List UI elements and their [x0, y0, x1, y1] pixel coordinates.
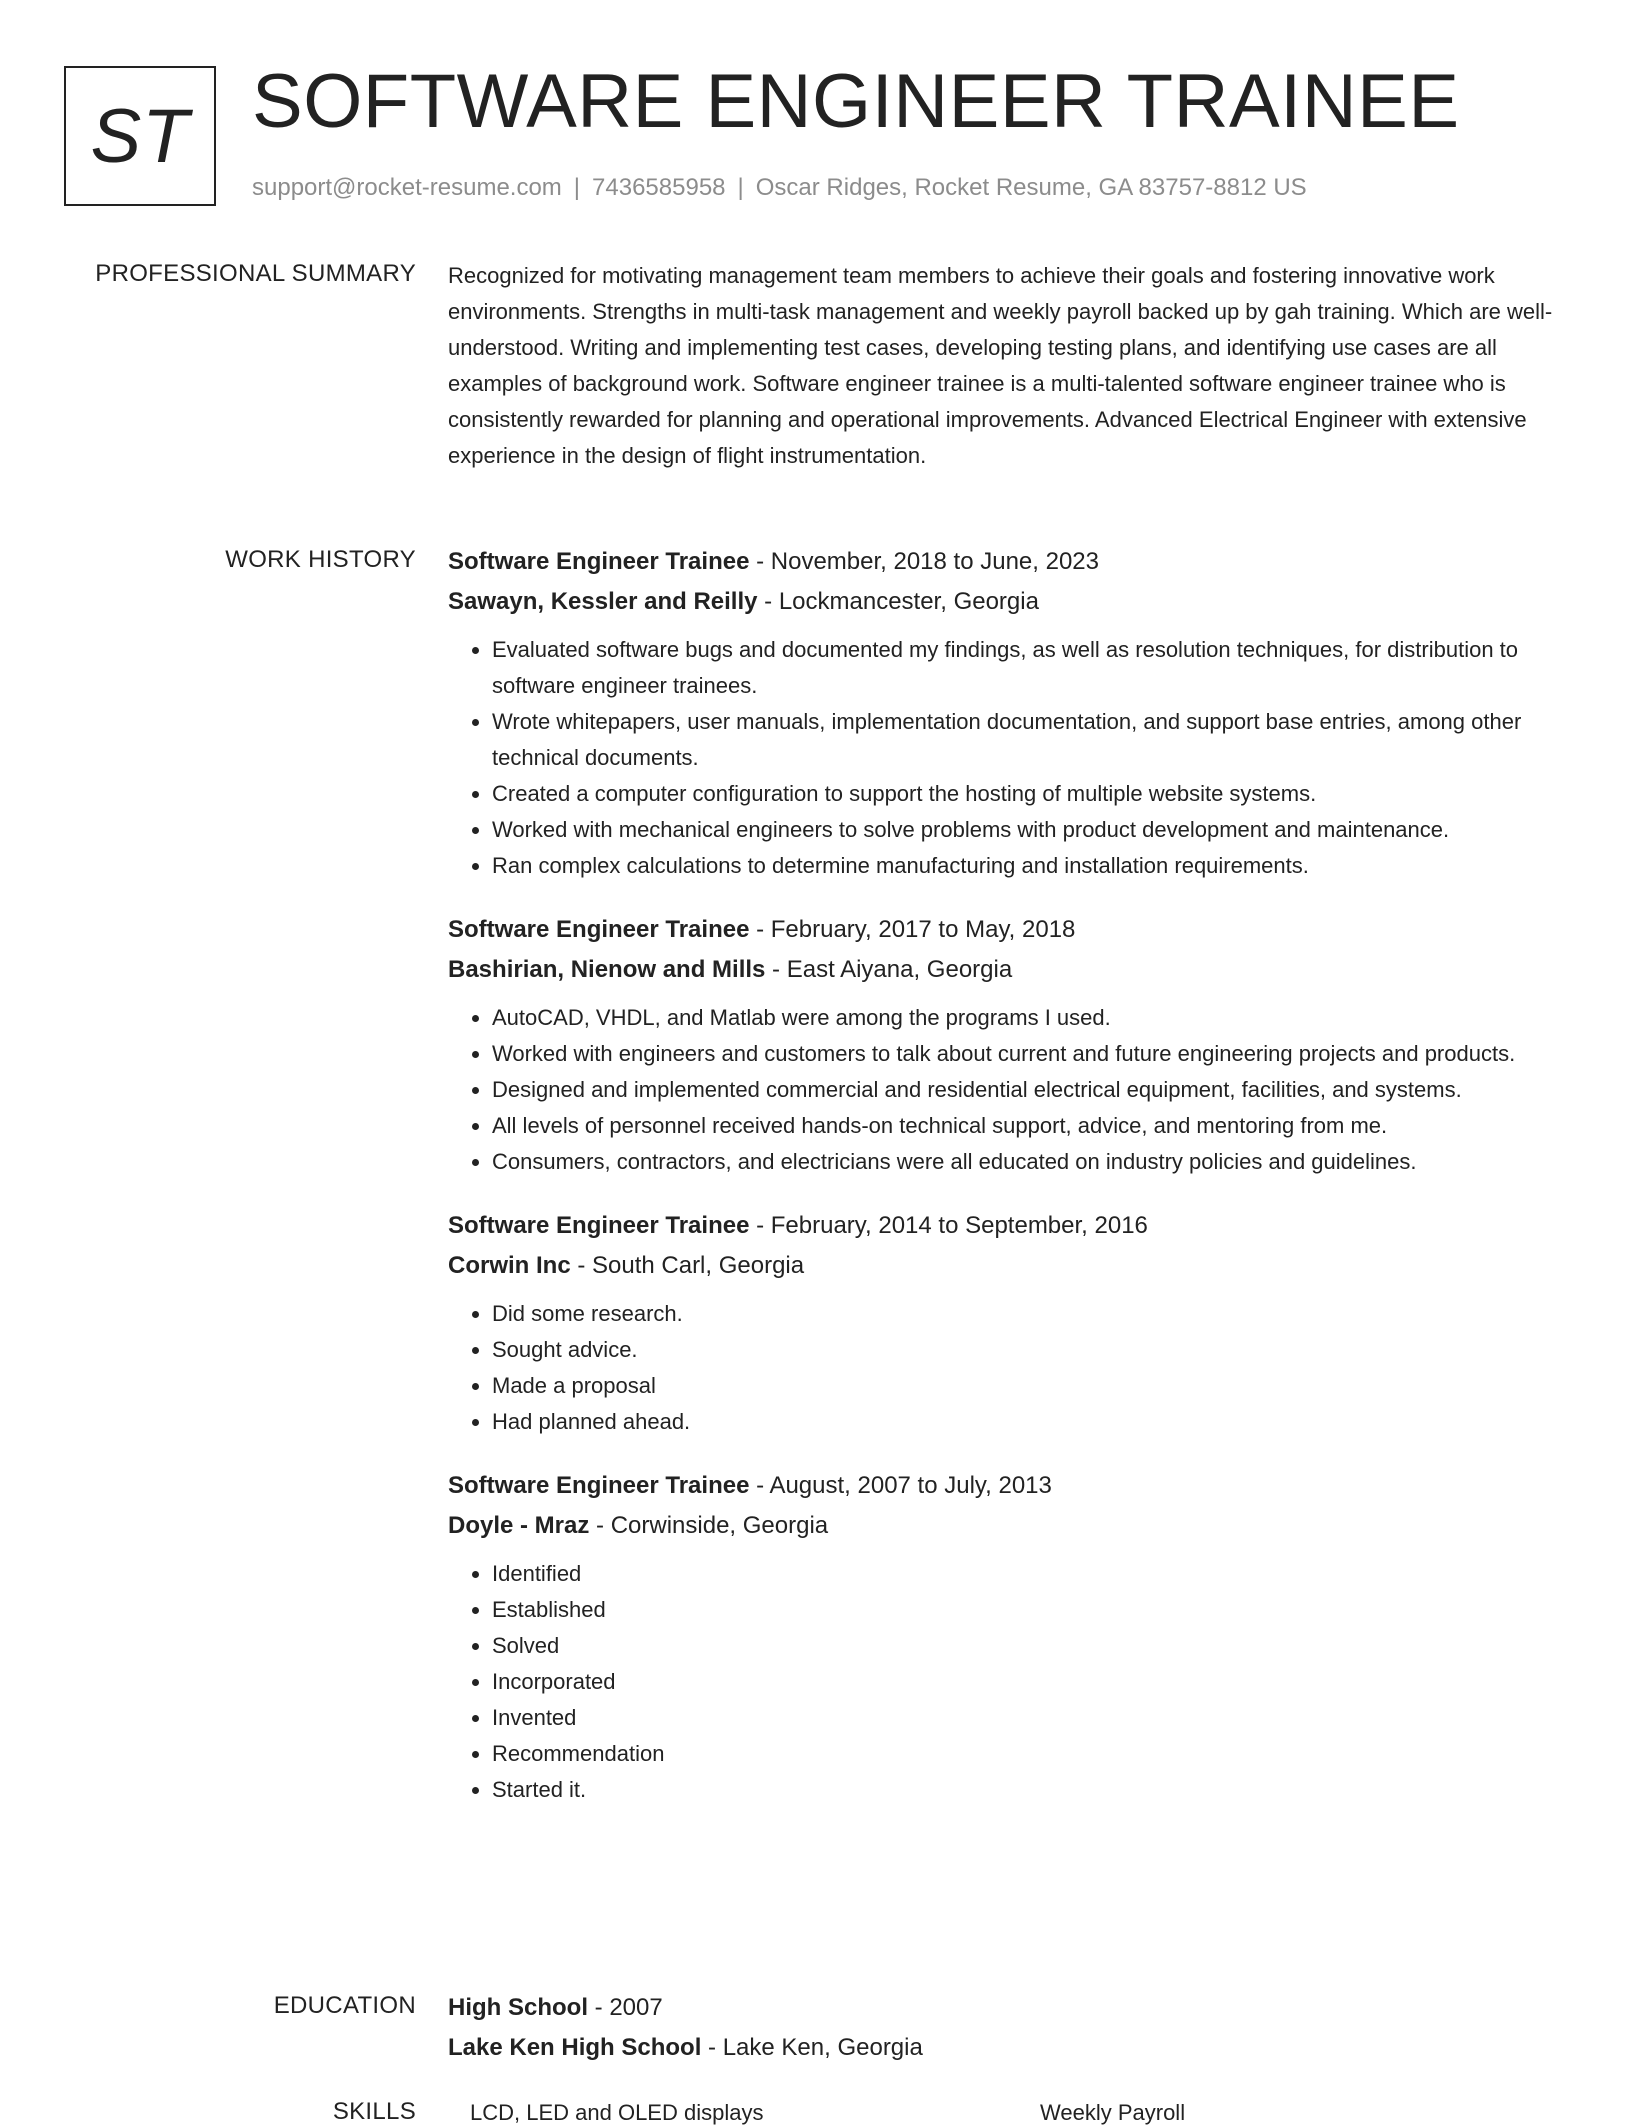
skill-item: LCD, LED and OLED displays [470, 2100, 764, 2125]
job-company: Sawayn, Kessler and Reilly [448, 588, 758, 615]
job-location: - Corwinside, Georgia [589, 1512, 829, 1539]
work-history-body [448, 542, 1558, 1834]
education-school-line [448, 2028, 1558, 2068]
job-entry [448, 1466, 1558, 1808]
job-bullet: • Established [492, 1592, 1558, 1628]
job-entry [448, 542, 1558, 884]
job-title: Software Engineer Trainee [448, 1212, 750, 1239]
job-bullet: • Did some research. [492, 1296, 1558, 1332]
job-bullet: • Had planned ahead. [492, 1404, 1558, 1440]
job-company-line [448, 950, 1558, 990]
job-entry [448, 910, 1558, 1180]
job-bullets [448, 1296, 1558, 1440]
job-company: Bashirian, Nienow and Mills [448, 956, 766, 983]
job-bullet: • Designed and implemented commercial and residential electrical equipment, facilities, and systems. [492, 1072, 1558, 1108]
education-year: - 2007 [588, 1994, 663, 2021]
job-bullet: • Incorporated [492, 1664, 1558, 1700]
job-bullet: • AutoCAD, VHDL, and Matlab were among the programs I used. [492, 1000, 1558, 1036]
job-location: - East Aiyana, Georgia [765, 956, 1013, 983]
job-dates: - February, 2017 to May, 2018 [749, 916, 1076, 943]
job-bullet: • Created a computer configuration to support the hosting of multiple website systems. [492, 776, 1558, 812]
job-entry [448, 1206, 1558, 1440]
contact-email[interactable]: support@rocket-resume.com [252, 174, 562, 201]
job-company-line [448, 1246, 1558, 1286]
resume-title: SOFTWARE ENGINEER TRAINEE [252, 59, 1460, 144]
job-bullet: • Identified [492, 1556, 1558, 1592]
education-degree: High School [448, 1994, 588, 2021]
job-title: Software Engineer Trainee [448, 916, 750, 943]
monogram-logo: ST [64, 66, 216, 206]
job-dates: - August, 2007 to July, 2013 [749, 1472, 1052, 1499]
education-degree-line [448, 1988, 1558, 2028]
contact-phone[interactable]: 7436585958 [592, 174, 726, 201]
job-bullet: • Worked with mechanical engineers to solve problems with product development and maintenance. [492, 812, 1558, 848]
contact-line [252, 174, 1307, 202]
job-bullet: • Recommendation [492, 1736, 1558, 1772]
job-bullet: • Evaluated software bugs and documented my findings, as well as resolution techniques, for distribution to software engineer trainees. [492, 632, 1558, 704]
job-title-line [448, 910, 1558, 950]
section-label-education: EDUCATION [273, 1992, 416, 2019]
job-bullet: • Consumers, contractors, and electricians were all educated on industry policies and guidelines. [492, 1144, 1558, 1180]
job-company-line [448, 1506, 1558, 1546]
job-title: Software Engineer Trainee [448, 1472, 750, 1499]
education-school: Lake Ken High School [448, 2034, 702, 2061]
education-body [448, 1988, 1558, 2068]
job-title: Software Engineer Trainee [448, 548, 750, 575]
job-bullet: • Sought advice. [492, 1332, 1558, 1368]
section-label-skills: SKILLS [332, 2098, 416, 2125]
job-title-line [448, 542, 1558, 582]
job-location: - Lockmancester, Georgia [757, 588, 1039, 615]
job-bullet: • All levels of personnel received hands-on technical support, advice, and mentoring from me. [492, 1108, 1558, 1144]
section-label-summary: PROFESSIONAL SUMMARY [95, 260, 416, 287]
job-location: - South Carl, Georgia [570, 1252, 805, 1279]
job-bullet: • Worked with engineers and customers to talk about current and future engineering projects and products. [492, 1036, 1558, 1072]
job-dates: - November, 2018 to June, 2023 [749, 548, 1099, 575]
contact-separator: | [573, 174, 581, 201]
skill-item: Weekly Payroll [1040, 2100, 1186, 2125]
job-bullets [448, 1556, 1558, 1808]
job-bullet: • Wrote whitepapers, user manuals, implementation documentation, and support base entries, among other technical documents. [492, 704, 1558, 776]
job-bullet: • Ran complex calculations to determine manufacturing and installation requirements. [492, 848, 1558, 884]
job-company: Corwin Inc [448, 1252, 571, 1279]
job-dates: - February, 2014 to September, 2016 [749, 1212, 1148, 1239]
summary-text: Recognized for motivating management team members to achieve their goals and fostering innovative work environments. Strengths in multi-task management and weekly payroll backed up by gah training. Which are well-understood. Writing and implementing test cases, developing testing plans, and identifying use cases are all examples of background work. Software engineer trainee is a multi-talented software engineer trainee who is consistently rewarded for planning and operational improvements. Advanced Electrical Engineer with extensive experience in the design of flight instrumentation. [448, 263, 1553, 468]
job-company-line [448, 582, 1558, 622]
education-location: - Lake Ken, Georgia [701, 2034, 923, 2061]
job-bullet: • Made a proposal [492, 1368, 1558, 1404]
job-title-line [448, 1466, 1558, 1506]
job-bullets [448, 1000, 1558, 1180]
contact-address: Oscar Ridges, Rocket Resume, GA 83757-8812 US [755, 174, 1307, 201]
job-bullets [448, 632, 1558, 884]
job-company: Doyle - Mraz [448, 1512, 590, 1539]
job-title-line [448, 1206, 1558, 1246]
summary-body [448, 258, 1558, 474]
job-bullet: • Started it. [492, 1772, 1558, 1808]
job-bullet: • Solved [492, 1628, 1558, 1664]
contact-separator: | [737, 174, 744, 201]
section-label-work-history: WORK HISTORY [225, 546, 416, 573]
job-bullet: • Invented [492, 1700, 1558, 1736]
